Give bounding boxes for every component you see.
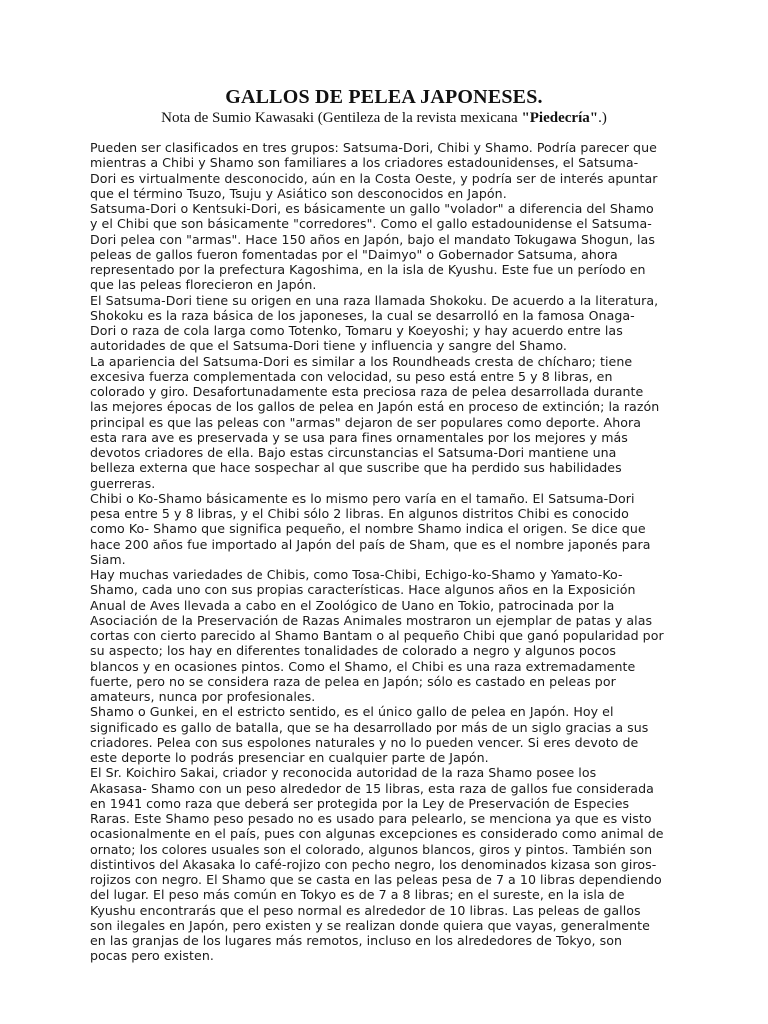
magazine-name: "Piedecría" [521, 110, 599, 126]
body-line: Chibi o Ko-Shamo básicamente es lo mismo pero varía en el tamaño. El Satsuma-Dori [90, 490, 635, 506]
body-line: blancos y en ocasiones pintos. Como el Shamo, el Chibi es una raza extremadamente [90, 658, 636, 674]
body-line: Asociación de la Preservación de Razas Animales mostraron un ejemplar de patas y alas [90, 612, 653, 628]
body-line: Akasasa- Shamo con un peso alrededor de 15 libras, esta raza de gallos fue considerada [90, 780, 654, 796]
body-line: belleza externa que hace sospechar al que suscribe que ha perdido sus habilidades [90, 460, 622, 476]
body-line: son ilegales en Japón, pero existen y se realizan donde quiera que vayas, generalmente [90, 917, 650, 933]
body-line: Dori es virtualmente desconocido, aún en la Costa Oeste, y podría ser de interés apuntar [90, 170, 658, 186]
body-line: cortas con cierto parecido al Shamo Bantam o al pequeño Chibi que ganó popularidad por [90, 628, 664, 643]
document-title: GALLOS DE PELEA JAPONESES. [225, 86, 543, 108]
body-line: Shokoku es la raza básica de los japoneses, la cual se desarrolló en la famosa Onaga- [90, 307, 635, 323]
body-line: en las granjas de los lugares más remotos, incluso en los alrededores de Tokyo, son [90, 933, 623, 948]
body-line: excesiva fuerza complementada con velocidad, su peso está entre 5 y 8 libras, en [90, 368, 613, 384]
body-line: El Sr. Koichiro Sakai, criador y reconocida autoridad de la raza Shamo posee los [90, 765, 597, 781]
body-line: Shamo o Gunkei, en el estricto sentido, es el único gallo de pelea en Japón. Hoy el [90, 704, 614, 720]
body-line: este deporte lo podrás presenciar en cualquier parte de Japón. [90, 750, 489, 765]
body-line: rojizos con negro. El Shamo que se casta en las peleas pesa de 7 a 10 libras dependiendo [90, 872, 662, 887]
body-line: distintivos del Akasaka lo café-rojizo con pecho negro, los denominados kizasa son giros- [90, 856, 657, 872]
body-line: hace 200 años fue importado al Japón del país de Sham, que es el nombre japonés para [90, 536, 651, 552]
article-body [90, 140, 690, 964]
body-line: en 1941 como raza que deberá ser protegida por la Ley de Preservación de Especies [90, 795, 630, 811]
subtitle-attribution: Nota de Sumio Kawasaki (Gentileza de la revista mexicana [161, 110, 522, 126]
body-line: mientras a Chibi y Shamo son familiares a los criadores estadounidenses, el Satsuma- [90, 155, 639, 171]
subtitle-close: .) [598, 110, 607, 126]
body-line: Satsuma-Dori o Kentsuki-Dori, es básicamente un gallo "volador" a diferencia del Shamo [90, 201, 654, 216]
body-line: La apariencia del Satsuma-Dori es similar a los Roundheads cresta de chícharo; tiene [90, 353, 633, 369]
body-line: pocas pero existen. [90, 948, 214, 964]
body-line: autoridades de que el Satsuma-Dori tiene y influencia y sangre del Shamo. [90, 338, 567, 354]
body-line: ornato; los colores usuales son el colorado, algunos blancos, giros y pintos. También son [90, 841, 653, 857]
body-line: peleas de gallos fueron fomentadas por el "Daimyo" o Gobernador Satsuma, ahora [90, 246, 618, 262]
document-subtitle [0, 110, 768, 127]
body-line: representado por la prefectura Kagoshima, en la isla de Kyushu. Este fue un período en [90, 262, 646, 277]
body-line: significado es gallo de batalla, que se ha desarrollado por más de un siglo gracias a sus [90, 719, 649, 735]
body-line: principal es que las peleas con "armas" dejaron de ser populares como deporte. Ahora [90, 414, 642, 430]
body-line: que el término Tsuzo, Tsuju y Asiático son desconocidos en Japón. [90, 185, 507, 201]
body-line: esta rara ave es preservada y se usa para fines ornamentales por los mejores y más [90, 429, 628, 445]
body-line: su aspecto; los hay en diferentes tonalidades de colorado a negro y algunos pocos [90, 643, 617, 659]
body-line: del lugar. El peso más común en Tokyo es de 7 a 8 libras; en el sureste, en la isla de [90, 887, 625, 903]
body-line: Siam. [90, 551, 126, 567]
body-line: y el Chibi que son básicamente "corredores". Como el gallo estadounidense el Satsuma- [90, 216, 652, 232]
body-line: Kyushu encontrarás que el peso normal es alrededor de 10 libras. Las peleas de gallos [90, 902, 641, 918]
body-line: que las peleas florecieron en Japón. [90, 277, 317, 293]
body-line: devotos criadores de ella. Bajo estas circunstancias el Satsuma-Dori mantiene una [90, 445, 617, 460]
body-line: ocasionalmente en el país, pues con algunas excepciones es considerado como animal de [90, 826, 664, 842]
body-line: amateurs, nunca por profesionales. [90, 689, 316, 704]
body-line: Dori pelea con "armas". Hace 150 años en Japón, bajo el mandato Tokugawa Shogun, las [90, 231, 655, 247]
body-line: las mejores épocas de los gallos de pelea en Japón está en proceso de extinción; la razón [90, 399, 660, 415]
body-line: Hay muchas variedades de Chibis, como Tosa-Chibi, Echigo-ko-Shamo y Yamato-Ko- [90, 567, 623, 582]
body-line: guerreras. [90, 475, 156, 491]
body-line: Anual de Aves llevada a cabo en el Zoológico de Uano en Tokio, patrocinada por la [90, 597, 615, 613]
body-line: Pueden ser clasificados en tres grupos: Satsuma-Dori, Chibi y Shamo. Podría parecer que [90, 140, 657, 155]
body-line: El Satsuma-Dori tiene su origen en una raza llamada Shokoku. De acuerdo a la literatura, [90, 292, 659, 308]
body-line: pesa entre 5 y 8 libras, y el Chibi sólo 2 libras. En algunos distritos Chibi es conocido [90, 506, 629, 521]
body-line: criadores. Pelea con sus espolones naturales y no lo pueden vencer. Si eres devoto de [90, 734, 639, 750]
body-line: fuerte, pero no se considera raza de pelea en Japón; sólo es castado en peleas por [90, 673, 616, 689]
body-line: como Ko- Shamo que significa pequeño, el nombre Shamo indica el origen. Se dice que [90, 521, 646, 537]
body-line: Dori o raza de cola larga como Totenko, Tomaru y Koeyoshi; y hay acuerdo entre las [90, 323, 623, 338]
body-line: Shamo, cada uno con sus propias características. Hace algunos años en la Exposición [90, 582, 636, 598]
body-line: colorado y giro. Desafortunadamente esta preciosa raza de pelea desarrollada durante [90, 384, 644, 399]
body-line: Raras. Este Shamo peso pesado no es usado para pelearlo, se menciona ya que es visto [90, 811, 652, 826]
